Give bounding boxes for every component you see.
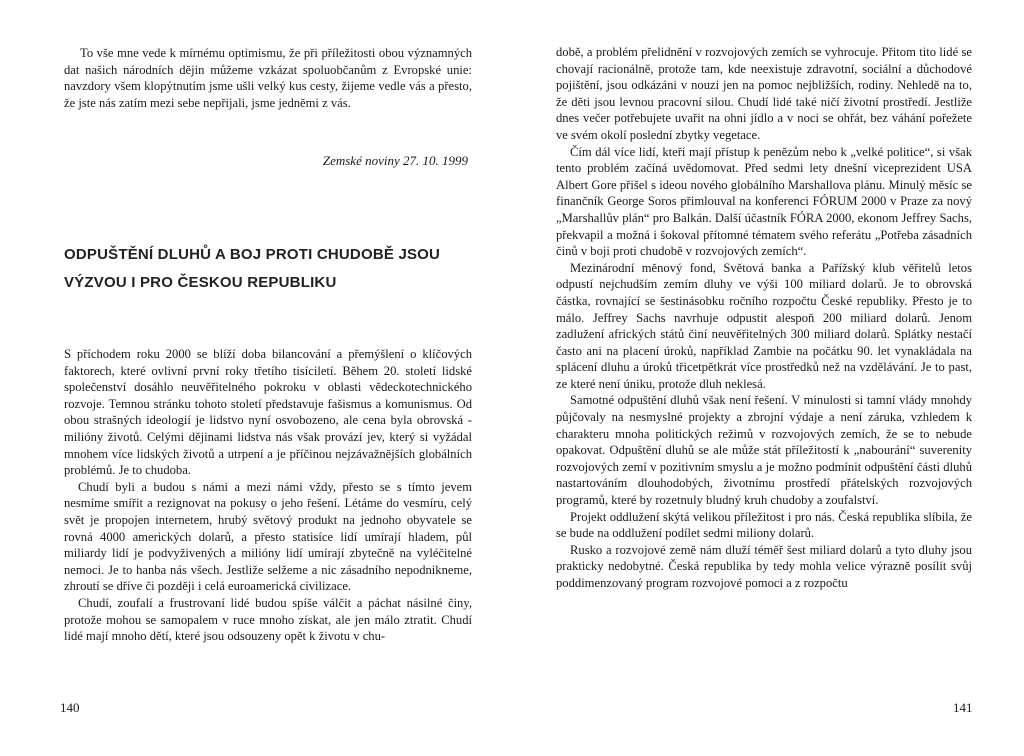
right-page — [512, 0, 1024, 756]
left-body-text — [64, 346, 472, 645]
paragraph: S příchodem roku 2000 se blíží doba bilancování a přemýšlení o klíčových faktorech, které ovlivní první roky třetího tisíciletí. Během 20. století lidské společenství dosáhlo neuvěřitelného pokroku v oblasti vědeckotechnického rozvoje. Temnou stránku tohoto století představuje fašismus a komunismus. Od obou strašných ideologií je lidstvo nyní osvobozeno, ale cena byla obrovská - milióny životů. Celými dějinami lidstva nás však provází jev, který si vyžádal mnohem více lidských životů a utrpení a je příčinou nejzávažnějších globálních problémů. Je to chudoba. — [64, 347, 472, 478]
page-number-left: 140 — [60, 700, 80, 715]
paragraph: Chudí byli a budou s námi a mezi námi vždy, přesto se s tímto jevem nesmíme smířit a rezignovat na pokusy o jeho řešení. Létáme do vesmíru, celý svět je propojen internetem, hrubý světový produkt na jednoho obyvatele se rovná 4000 amerických dolarů, a přesto statisíce lidí umírají hladem, půl miliardy lidí je podvyživených a milióny lidí umírají zbytečně na vyléčitelné nemoci. Je to hanba nás všech. Jestliže selžeme a nic zásadního nepodnikneme, zhroutí se dříve či později i celá euroamerická civilizace. — [64, 479, 472, 594]
paragraph: Rusko a rozvojové země nám dluží téměř šest miliard dolarů a tyto dluhy jsou prakticky nedobytné. Česká republika by tedy mohla velice výrazně posílit svůj poddimenzovaný program rozvojové pomoci a z rozpočtu — [556, 542, 972, 590]
paragraph: Samotné odpuštění dluhů však není řešení. V minulosti si tamní vlády mnohdy půjčovaly na nesmyslné projekty a zbrojní výdaje a není záruka, vzhledem k charakteru mnoha politických režimů v rozvojových zemích, že se to nebude opakovat. Odpuštění dluhů se ale může stát příležitostí k „nabourání“ suverenity rozvojových zemí v pozitivním smyslu a je možno podmínit odpuštění části dluhů nastartováním dlouhodobých, životnímu prostředí přátelských rozvojových programů, které by rozetnuly bludný kruh chudoby a zoufalství. — [556, 393, 972, 508]
page-number-right: 141 — [953, 700, 973, 715]
article-heading — [64, 241, 464, 297]
heading-line-1: ODPUŠTĚNÍ DLUHŮ A BOJ PROTI CHUDOBĚ JSOU — [64, 246, 441, 263]
paragraph: Projekt oddlužení skýtá velikou příležitost i pro nás. Česká republika slíbila, že se bude na oddlužení podílet sedmi miliony dolarů. — [556, 509, 972, 541]
paragraph: době, a problém přelidnění v rozvojových zemích se vyhrocuje. Přitom tito lidé se chovají racionálně, protože tam, kde neexistuje zdravotní, sociální a důchodové pojištění, jsou odkázáni v nouzi jen na pomoc nejbližších, rodiny. Nehledě na to, že děti jsou levnou pracovní silou. Chudí lidé také ničí životní prostředí. Jestliže dnes večer potřebujete uvařit na ohni jídlo a v noci se ohřát, bez váhání pořežete ve svém okolí poslední zbytky vegetace. — [556, 45, 972, 142]
opening-quote — [64, 45, 472, 111]
paragraph: Mezinárodní měnový fond, Světová banka a Pařížský klub věřitelů letos odpustí nejchudším zemím dluhy ve výši 100 miliard dolarů. Je to obrovská částka, rovnající se šestinásobku ročního rozpočtu České republiky. Přesto je to málo. Jeffrey Sachs navrhuje odpustit alespoň 200 miliard dolarů. Jenom zadlužení afrických států činí neuvěřitelných 300 miliard dolarů. Splátky nestačí často ani na placení úroků, například Zambie na počátku 90. let vynakládala na splácení dluhu a úroků třicetpětkrát více prostředků než na vzdělávání. Je to past, ze které není úniku, protože dluh neklesá. — [556, 260, 972, 391]
heading-line-2: VÝZVOU I PRO ČESKOU REPUBLIKU — [64, 274, 337, 291]
paragraph: Chudí, zoufalí a frustrovaní lidé budou spíše válčit a páchat násilné činy, protože mohou se samopalem v ruce mnoho získat, ale jen málo ztratit. Chudí lidé mají mnoho dětí, které jsou odsouzeny opět k životu v chu- — [64, 595, 472, 644]
quote-paragraph: To vše mne vede k mírnému optimismu, že při příležitosti obou významných dat našich národních dějin můžeme vzkázat spoluobčanům z Evropské unie: navzdory všem klopýtnutím jsme ušli velký kus cesty, žijeme vedle vás a přesto, že jste nás zatím mezi sebe nepřijali, jsme jedněmi z vás. — [64, 46, 472, 110]
paragraph: Čím dál více lidí, kteří mají přístup k penězům nebo k „velké politice“, si však tento problém začíná uvědomovat. Před sedmi lety dnešní viceprezident USA Albert Gore přišel s ideou nového globálního Marshallova plánu. Minulý měsíc se finančník George Soros přimlouval na konferenci FÓRUM 2000 v Praze za nový „Marshallův plán“ pro Balkán. Další účastník FÓRA 2000, ekonom Jeffrey Sachs, překvapil a možná i šokoval přítomné tématem svého referátu „Potřeba zásadních činů v boji proti chudobě v rozvojových zemích“. — [556, 144, 972, 259]
right-body-text — [556, 44, 972, 592]
quote-source: Zemské noviny 27. 10. 1999 — [322, 153, 468, 168]
